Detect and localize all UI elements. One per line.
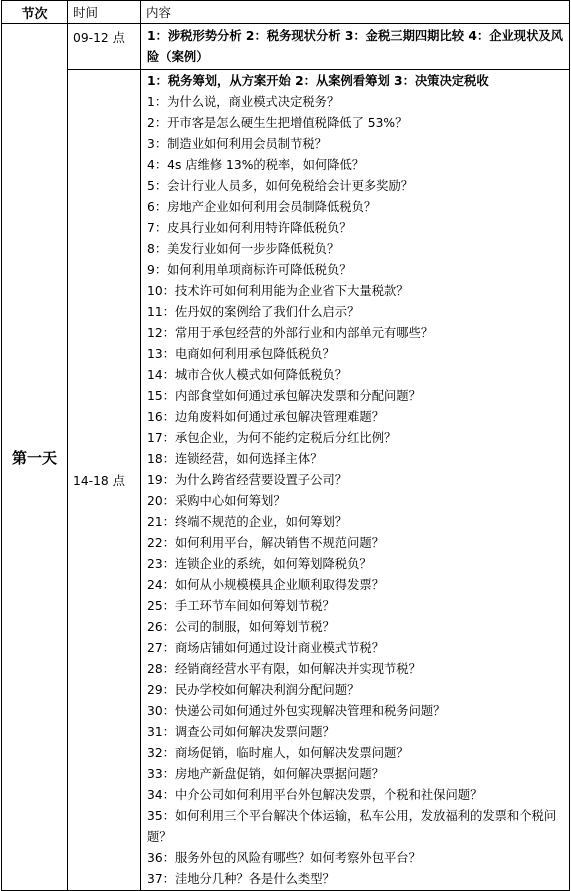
morning-topics: 1：涉税形势分析 2：税务现状分析 3：金税三期四期比较 4：企业现状及风险（案例）	[147, 29, 563, 64]
list-item: 12：常用于承包经营的外部行业和内部单元有哪些？	[147, 326, 434, 340]
list-item: 2：开市客是怎么硬生生把增值税降低了 53%？	[147, 116, 408, 130]
morning-time: 09-12 点	[68, 24, 141, 70]
list-item: 34：中介公司如何利用平台外包解决发票，个税和社保问题？	[147, 788, 483, 802]
list-item: 35：如何利用三个平台解决个体运输，私车公用，发放福利的发票和个税问题？	[147, 809, 557, 844]
list-item: 21：终端不规范的企业，如何筹划？	[147, 515, 348, 529]
list-item: 9：如何利用单项商标许可降低税负？	[147, 263, 352, 277]
list-item: 20：采购中心如何筹划？	[147, 494, 286, 508]
afternoon-item-list	[147, 92, 563, 890]
afternoon-heading: 1：税务筹划，从方案开始 2：从案例看筹划 3：决策决定税收	[147, 74, 489, 88]
header-session: 节次	[2, 1, 68, 24]
list-item: 27：商场店铺如何通过设计商业模式节税？	[147, 641, 384, 655]
schedule-table	[1, 0, 570, 891]
list-item: 4：4s 店维修 13%的税率，如何降低？	[147, 158, 365, 172]
list-item: 10：技术许可如何利用能为企业省下大量税款？	[147, 284, 409, 298]
list-item: 36：服务外包的风险有哪些？如何考察外包平台？	[147, 851, 421, 865]
afternoon-content	[141, 70, 570, 891]
morning-content	[141, 24, 570, 70]
list-item: 13：电商如何利用承包降低税负？	[147, 347, 335, 361]
list-item: 8：美发行业如何一步步降低税负？	[147, 242, 340, 256]
list-item: 5：会计行业人员多，如何免税给会计更多奖励？	[147, 179, 414, 193]
list-item: 24：如何从小规模模具企业顺利取得发票？	[147, 578, 384, 592]
header-row	[2, 1, 570, 24]
afternoon-row	[2, 70, 570, 891]
header-content: 内容	[141, 1, 570, 24]
list-item: 3：制造业如何利用会员制节税？	[147, 137, 327, 151]
morning-row	[2, 24, 570, 70]
list-item: 14：城市合伙人模式如何降低税负？	[147, 368, 348, 382]
list-item: 17：承包企业，为何不能约定税后分红比例？	[147, 431, 397, 445]
list-item: 16：边角废料如何通过承包解决管理难题？	[147, 410, 384, 424]
list-item: 7：皮具行业如何利用特许降低税负？	[147, 221, 352, 235]
list-item: 37：洼地分几种？各是什么类型？	[147, 872, 335, 886]
list-item: 19：为什么跨省经营要设置子公司？	[147, 473, 348, 487]
list-item: 1：为什么说，商业模式决定税务？	[147, 95, 340, 109]
list-item: 33：房地产新盘促销，如何解决票据问题？	[147, 767, 384, 781]
list-item: 22：如何利用平台，解决销售不规范问题？	[147, 536, 384, 550]
list-item: 23：连锁企业的系统，如何筹划降税负？	[147, 557, 372, 571]
list-item: 31：调查公司如何解决发票问题？	[147, 725, 335, 739]
list-item: 6：房地产企业如何利用会员制降低税负？	[147, 200, 377, 214]
day-label: 第一天	[2, 24, 68, 891]
list-item: 26：公司的制服，如何筹划节税？	[147, 620, 335, 634]
list-item: 25：手工环节车间如何筹划节税？	[147, 599, 335, 613]
list-item: 15：内部食堂如何通过承包解决发票和分配问题？	[147, 389, 421, 403]
header-time: 时间	[68, 1, 141, 24]
list-item: 30：快递公司如何通过外包实现解决管理和税务问题？	[147, 704, 446, 718]
list-item: 28：经销商经营水平有限，如何解决并实现节税？	[147, 662, 421, 676]
list-item: 18：连锁经营，如何选择主体？	[147, 452, 323, 466]
afternoon-time: 14-18 点	[68, 70, 141, 891]
list-item: 32：商场促销，临时雇人，如何解决发票问题？	[147, 746, 409, 760]
list-item: 29：民办学校如何解决利润分配问题？	[147, 683, 360, 697]
list-item: 11：佐丹奴的案例给了我们什么启示？	[147, 305, 360, 319]
